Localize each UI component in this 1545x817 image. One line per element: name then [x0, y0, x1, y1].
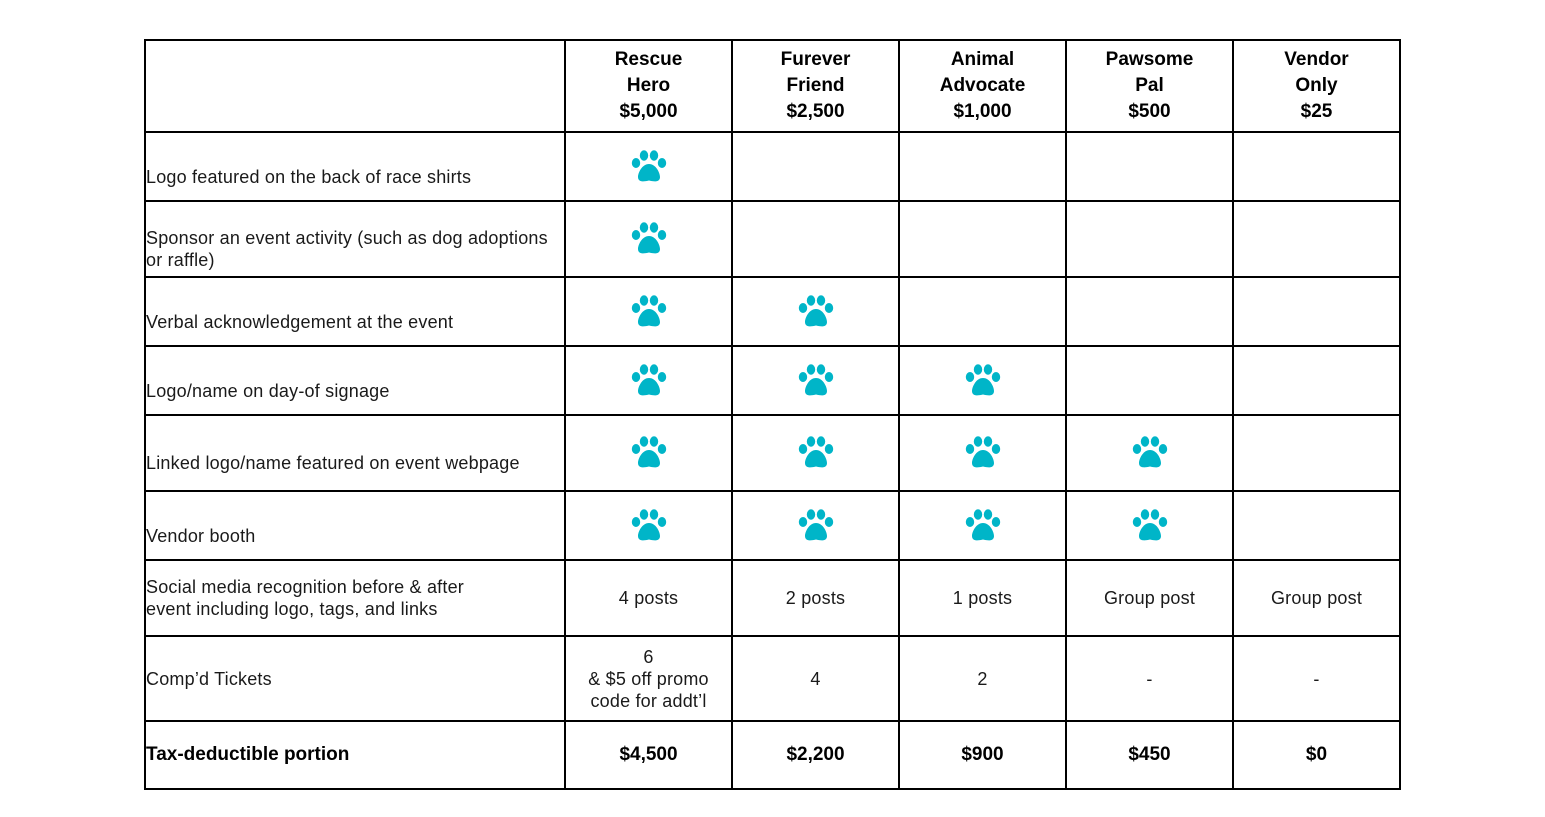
tier-name-line1: Rescue [614, 49, 683, 70]
feature-label [145, 491, 565, 560]
feature-label [145, 277, 565, 346]
check-cell [899, 346, 1066, 415]
tier-name-line2: Advocate [939, 75, 1026, 96]
tier-name-line2: Friend [786, 75, 845, 96]
empty-cell [732, 132, 899, 201]
tier-header-rescue-hero [565, 40, 732, 132]
tax-value-cell: $450 [1066, 721, 1233, 789]
feature-row [145, 132, 1400, 201]
feature-label-line1: Social media recognition before & after [146, 577, 464, 597]
paw-print-icon [963, 363, 1003, 399]
tier-price: $500 [1128, 101, 1171, 122]
check-cell [565, 491, 732, 560]
feature-label-text: Sponsor an event activity (such as dog adoptions or raffle) [146, 228, 548, 270]
value-cell [565, 636, 732, 721]
value-cell: 2 [899, 636, 1066, 721]
feature-label [145, 132, 565, 201]
value-cell: 2 posts [732, 560, 899, 636]
tier-price: $5,000 [619, 101, 678, 122]
feature-label-text: Verbal acknowledgement at the event [146, 311, 454, 332]
empty-cell [899, 201, 1066, 277]
value-cell: 4 [732, 636, 899, 721]
empty-cell [1233, 491, 1400, 560]
check-cell [899, 491, 1066, 560]
check-cell [899, 415, 1066, 491]
feature-row [145, 491, 1400, 560]
paw-print-icon [1130, 435, 1170, 471]
tier-price: $25 [1300, 101, 1333, 122]
tax-value-cell: $900 [899, 721, 1066, 789]
value-cell: Group post [1233, 560, 1400, 636]
empty-cell [1233, 201, 1400, 277]
tier-name-line2: Hero [626, 75, 671, 96]
tax-deductible-row [145, 721, 1400, 789]
check-cell [732, 346, 899, 415]
empty-cell [1066, 132, 1233, 201]
empty-cell [1066, 201, 1233, 277]
check-cell [565, 132, 732, 201]
comp-tickets-row [145, 636, 1400, 721]
tier-name-line1: Animal [950, 49, 1015, 70]
feature-row [145, 277, 1400, 346]
empty-cell [1233, 346, 1400, 415]
feature-row [145, 346, 1400, 415]
check-cell [565, 277, 732, 346]
tier-name-line2: Only [1295, 75, 1338, 96]
corner-cell [145, 40, 565, 132]
social-media-row [145, 560, 1400, 636]
tier-header-furever-friend [732, 40, 899, 132]
value-line3: code for addt’l [590, 690, 707, 711]
check-cell [1066, 491, 1233, 560]
feature-label-text: Logo featured on the back of race shirts [146, 166, 472, 187]
tax-value-cell: $2,200 [732, 721, 899, 789]
empty-cell [1066, 277, 1233, 346]
check-cell [565, 346, 732, 415]
sponsorship-tier-table [144, 39, 1401, 790]
check-cell [732, 277, 899, 346]
feature-label [145, 201, 565, 277]
tier-header-animal-advocate [899, 40, 1066, 132]
feature-row [145, 415, 1400, 491]
paw-print-icon [629, 149, 669, 185]
tier-header-row [145, 40, 1400, 132]
feature-label [145, 560, 565, 636]
paw-print-icon [796, 508, 836, 544]
paw-print-icon [629, 221, 669, 257]
value-cell: - [1233, 636, 1400, 721]
feature-label-line2: event including logo, tags, and links [146, 599, 438, 619]
empty-cell [1233, 277, 1400, 346]
value-cell: 4 posts [565, 560, 732, 636]
check-cell [732, 415, 899, 491]
value-cell: 1 posts [899, 560, 1066, 636]
feature-label: Comp’d Tickets [145, 636, 565, 721]
tax-value-cell: $0 [1233, 721, 1400, 789]
feature-label [145, 415, 565, 491]
tier-price: $2,500 [786, 101, 845, 122]
paw-print-icon [629, 508, 669, 544]
tax-deductible-label: Tax-deductible portion [145, 721, 565, 789]
paw-print-icon [629, 363, 669, 399]
tier-header-pawsome-pal [1066, 40, 1233, 132]
value-cell: - [1066, 636, 1233, 721]
feature-row [145, 201, 1400, 277]
paw-print-icon [629, 294, 669, 330]
paw-print-icon [796, 435, 836, 471]
value-line1: 6 [643, 646, 654, 667]
tier-price: $1,000 [953, 101, 1012, 122]
tier-name-line1: Vendor [1284, 49, 1349, 70]
feature-label-text: Linked logo/name featured on event webpage [146, 453, 520, 473]
empty-cell [732, 201, 899, 277]
paw-print-icon [1130, 508, 1170, 544]
paw-print-icon [629, 435, 669, 471]
empty-cell [1066, 346, 1233, 415]
feature-label [145, 346, 565, 415]
tax-value-cell: $4,500 [565, 721, 732, 789]
empty-cell [1233, 415, 1400, 491]
feature-label-text: Logo/name on day-of signage [146, 380, 390, 401]
empty-cell [899, 132, 1066, 201]
paw-print-icon [796, 294, 836, 330]
paw-print-icon [963, 508, 1003, 544]
feature-label-text: Vendor booth [146, 525, 256, 546]
empty-cell [1233, 132, 1400, 201]
tier-name-line1: Pawsome [1105, 49, 1194, 70]
tier-name-line2: Pal [1135, 75, 1164, 96]
value-cell: Group post [1066, 560, 1233, 636]
paw-print-icon [963, 435, 1003, 471]
check-cell [565, 415, 732, 491]
tier-name-line1: Furever [780, 49, 851, 70]
paw-print-icon [796, 363, 836, 399]
check-cell [565, 201, 732, 277]
value-line2: & $5 off promo [588, 668, 709, 689]
tier-header-vendor-only [1233, 40, 1400, 132]
check-cell [732, 491, 899, 560]
check-cell [1066, 415, 1233, 491]
empty-cell [899, 277, 1066, 346]
